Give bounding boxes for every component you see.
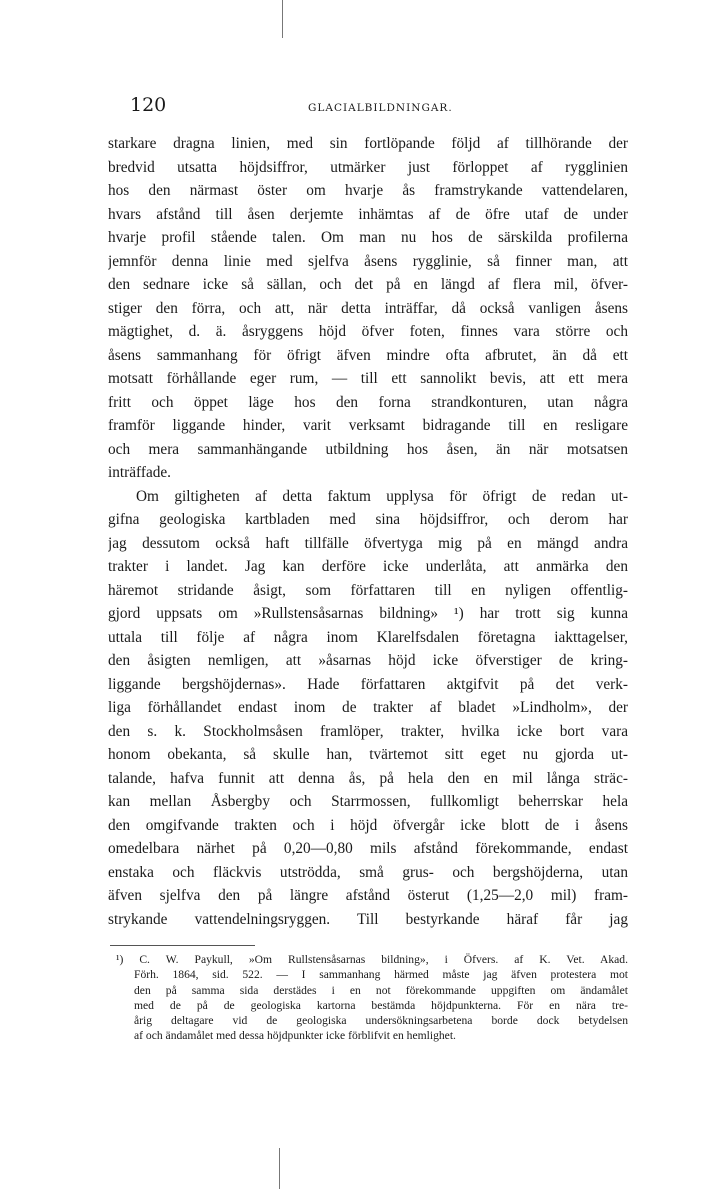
scan-edge-line-bottom <box>279 1148 280 1189</box>
page-header <box>108 92 628 132</box>
footnote-line: den på samma sida derstädes i en not förekommande uppgiften om ändamålet <box>134 983 628 997</box>
text-line: den s. k. Stockholmsåsen framlöper, trakter, hvilka icke bort vara <box>108 722 628 740</box>
book-page <box>108 92 628 1044</box>
text-line: den åsigten nemligen, att »åsarnas höjd icke öfverstiger de kring- <box>108 652 628 669</box>
text-line: bredvid utsatta höjdsiffror, utmärker just förloppet af rygglinien <box>108 158 628 176</box>
text-line: gifna geologiska kartbladen med sina höjdsiffror, och derom har <box>108 511 628 528</box>
text-line: den sednare icke så sällan, och det på en längd af flera mil, öfver- <box>108 276 628 293</box>
text-line: åsens sammanhang för öfrigt äfven mindre ofta afbrutet, än då ett <box>108 346 628 364</box>
text-line: Om giltigheten af detta faktum upplysa för öfrigt de redan ut- <box>136 487 628 505</box>
footnote-line: årig deltagare vid de geologiska undersökningsarbetena borde dock betydelsen <box>134 1014 628 1028</box>
footnote-divider <box>110 945 255 946</box>
text-line: kan mellan Åsbergby och Starrmossen, fullkomligt beherrskar hela <box>108 793 628 810</box>
text-line: den omgifvande trakten och i höjd öfvergår icke blott de i åsens <box>108 816 628 834</box>
text-line: hvars afstånd till åsen derjemte inhämtas af de öfre utaf de under <box>108 205 628 223</box>
text-line: omedelbara närhet på 0,20—0,80 mils afstånd förekommande, endast <box>108 840 628 857</box>
footnote-line: af och ändamålet med dessa höjdpunkter icke förblifvit en hemlighet. <box>134 1029 456 1043</box>
text-line: starkare dragna linien, med sin fortlöpande följd af tillhörande der <box>108 135 628 152</box>
text-line: fritt och öppet läge hos den forna strandkonturen, utan några <box>108 393 628 411</box>
footnote-line: Förh. 1864, sid. 522. — I sammanhang härmed måste jag äfven protestera mot <box>134 968 628 982</box>
text-line: framför liggande hinder, varit verksamt bidragande till en resligare <box>108 417 628 434</box>
footnote <box>108 952 628 1044</box>
footnote-line: ¹) C. W. Paykull, »Om Rullstensåsarnas bildning», i Öfvers. af K. Vet. Akad. <box>116 953 628 966</box>
text-line: hvarje profil stående talen. Om man nu hos de särskilda profilerna <box>108 229 628 246</box>
scan-edge-line-top <box>282 0 283 38</box>
text-line: strykande vattendelningsryggen. Till bestyrkande häraf får jag <box>108 910 628 928</box>
page-number: 120 <box>130 94 167 116</box>
body-text <box>108 132 628 931</box>
text-line: stiger den förra, och att, när detta inträffar, då också vanligen åsens <box>108 299 628 317</box>
text-line: inträffade. <box>108 464 171 481</box>
text-line: motsatt förhållande eger rum, — till ett sannolikt bevis, att ett mera <box>108 370 628 387</box>
text-line: talande, hafva funnit att denna ås, på hela den en mil långa sträc- <box>108 769 628 787</box>
text-line: uttala till följe af några inom Klarelfsdalen företagna iakttagelser, <box>108 628 628 646</box>
text-line: enstaka och fläckvis utströdda, små grus- och bergshöjderna, utan <box>108 863 628 881</box>
text-line: jemnför denna linie med sjelfva åsens rygglinie, så finner man, att <box>108 252 628 270</box>
text-line: hos den närmast öster om hvarje ås framstrykande vattendelaren, <box>108 182 628 199</box>
text-line: häremot stridande åsigt, som författaren till en nyligen offentlig- <box>108 581 628 599</box>
text-line: mägtighet, d. ä. åsryggens höjd öfver foten, finnes vara större och <box>108 323 628 340</box>
text-line: liggande bergshöjdernas». Hade författaren aktgifvit på det verk- <box>108 675 628 693</box>
text-line: äfven sjelfva den på längre afstånd österut (1,25—2,0 mil) fram- <box>108 887 628 904</box>
text-line: jag dessutom också haft tillfälle öfvertyga mig på en mängd andra <box>108 534 628 552</box>
text-line: gjord uppsats om »Rullstensåsarnas bildning» ¹) har trott sig kunna <box>108 605 628 622</box>
text-line: och mera sammanhängande utbildning hos åsen, än när motsatsen <box>108 440 628 458</box>
running-title: GLACIALBILDNINGAR. <box>308 102 453 114</box>
text-line: honom obekanta, så skulle han, tvärtemot sitt eget nu gjorda ut- <box>108 746 628 763</box>
footnote-line: med de på de geologiska kartorna bestämda höjdpunkterna. För en nära tre- <box>134 998 628 1012</box>
text-line: liga förhållandet endast inom de trakter af bladet »Lindholm», der <box>108 699 628 716</box>
text-line: trakter i landet. Jag kan derföre icke underlåta, att anmärka den <box>108 558 628 575</box>
